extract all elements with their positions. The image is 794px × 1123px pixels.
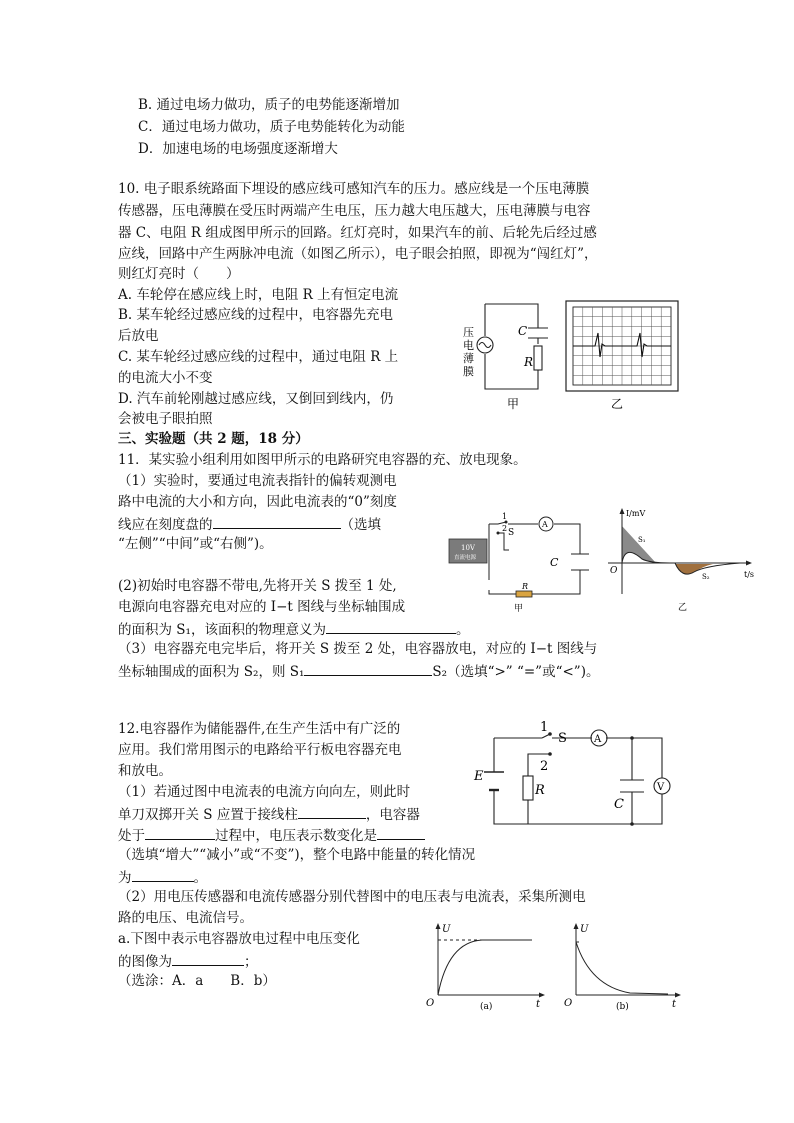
q10-source-label-2: 电 <box>463 339 474 352</box>
q12-stem-1: 12.电容器作为储能器件,在生产生活中有广泛的 <box>118 721 401 737</box>
q12-p1-text-d: 过程中，电压表示数变化是 <box>215 828 377 844</box>
q12-graph-a <box>420 920 550 1010</box>
q11-p1-line3 <box>118 515 381 534</box>
q12-switch-label: S <box>558 731 567 746</box>
q10-figure-yi-label: 乙 <box>611 397 624 411</box>
q10-option-c-1[interactable]: C. 某车轮经过感应线的过程中，通过电阻 R 上 <box>118 349 399 365</box>
q12-ammeter-label: A <box>594 734 602 745</box>
q12-p1-text-c: 处于 <box>118 828 145 844</box>
q11-it-graph <box>600 506 760 612</box>
q12-p1-line1: （1）若通过图中电流表的电流方向向左，则此时 <box>118 784 411 800</box>
q10-capacitor-label: C <box>518 324 528 338</box>
q12-circuit-figure <box>472 716 684 832</box>
q12-answer-blank-1[interactable] <box>298 805 366 819</box>
q11-p3-choice: S₂（选填“>” “=”或“<”)。 <box>432 664 600 680</box>
q12-p1-text-e: 为 <box>118 870 132 886</box>
q10-option-d-1[interactable]: D. 汽车前轮刚越过感应线，又倒回到线内，仍 <box>118 391 394 407</box>
q12-stem-3: 和放电。 <box>118 763 172 779</box>
q11-switch-pos-1: 1 <box>502 512 508 521</box>
q12-graph-b-caption: (b) <box>616 1002 629 1012</box>
q12-p1-text-a: 单刀双掷开关 S 应置于接线柱 <box>118 807 298 823</box>
q11-graph-ylabel: I/mV <box>626 509 646 518</box>
q11-p1-text: 线应在刻度盘的 <box>118 517 213 533</box>
q11-capacitor-label: C <box>550 556 559 569</box>
q10-option-c-2[interactable]: 的电流大小不变 <box>118 370 213 386</box>
q10-stem-4: 应线，回路中产生两脉冲电流（如图乙所示），电子眼会拍照，即视为“闯红灯”， <box>118 246 598 262</box>
q12-p1-line4: （选填“增大”“减小”或“不变”)，整个电路中能量的转化情况 <box>118 847 476 863</box>
q10-stem-3: 器 C、电阻 R 组成图甲所示的回路。红灯亮时，如果汽车的前、后轮先后经过感 <box>118 225 597 241</box>
q11-circuit-figure <box>446 508 586 616</box>
q11-graph-s1-label: S₁ <box>638 536 646 544</box>
q11-p1-line2: 路中电流的大小和方向，因此电流表的“0”刻度 <box>118 494 397 510</box>
q12-p2-line2: 路的电压、电流信号。 <box>118 910 253 926</box>
q10-resistor-label: R <box>524 355 534 369</box>
q12-p1-line2 <box>118 805 420 824</box>
q10-stem-1: 10. 电子眼系统路面下埋设的感应线可感知汽车的压力。感应线是一个压电薄膜 <box>118 181 590 197</box>
q11-p3-text: 坐标轴围成的面积为 S₂，则 S₁ <box>118 664 305 680</box>
q10-stem-5: 则红灯亮时（ ） <box>118 266 240 282</box>
q12-voltmeter-label: V <box>657 782 665 793</box>
q12-p1-line5 <box>118 868 207 887</box>
q12-graph-a-xlabel: t <box>536 999 541 1010</box>
q11-p3-line1: （3）电容器充电完毕后，将开关 S 拨至 2 处，电容器放电，对应的 I−t 图线与 <box>118 641 598 657</box>
q10-source-label-4: 膜 <box>463 365 474 378</box>
q10-option-b-2[interactable]: 后放电 <box>118 328 159 344</box>
q12-answer-blank-2[interactable] <box>145 826 215 840</box>
q12-source-label: E <box>474 769 484 784</box>
section-3-heading: 三、实验题（共 2 题，18 分） <box>118 431 309 447</box>
q12-pa-options[interactable]: （选涂：A．a B．b） <box>118 973 276 989</box>
q11-p2-text: 的面积为 S₁，该面积的物理意义为 <box>118 622 326 638</box>
q12-graph-a-ylabel: U <box>442 924 451 935</box>
q11-figure-jia-label: 甲 <box>514 604 524 614</box>
q10-stem-2: 传感器，压电薄膜在受压时两端产生电压，压力越大电压越大，压电薄膜与电容 <box>118 203 591 219</box>
q12-pa-line2 <box>118 952 258 971</box>
q12-graph-b-ylabel: U <box>580 924 589 935</box>
q10-circuit-figure <box>460 296 560 411</box>
q10-option-b-1[interactable]: B. 某车轮经过感应线的过程中，电容器先充电 <box>118 307 394 323</box>
q11-p1-line1: （1）实验时，要通过电流表指针的偏转观测电 <box>118 473 397 489</box>
q11-p2-end: 。 <box>455 622 470 638</box>
q11-battery-label: 直流电源 <box>454 555 477 561</box>
q12-graph-b-origin: O <box>564 998 573 1009</box>
q12-pa-text: 的图像为 <box>118 954 172 970</box>
q11-answer-blank-1[interactable] <box>213 515 341 529</box>
q12-answer-blank-3[interactable] <box>377 826 425 840</box>
q12-graph-a-caption: (a) <box>480 1002 493 1012</box>
q12-p1-line3 <box>118 826 425 845</box>
q11-battery-voltage: 10V <box>461 544 475 552</box>
q12-switch-pos-1: 1 <box>540 720 549 735</box>
q12-answer-blank-5[interactable] <box>172 952 244 966</box>
q10-oscilloscope-figure <box>565 300 680 412</box>
q11-p3-line2 <box>118 662 599 681</box>
q11-resistor-label: R <box>522 582 529 591</box>
q12-graph-b <box>560 920 685 1010</box>
q11-stem: 11．某实验小组利用如图甲所示的电路研究电容器的充、放电现象。 <box>118 452 527 468</box>
q11-p1-line4: “左侧”“中间”或“右侧”)。 <box>118 536 273 552</box>
q10-option-d-2[interactable]: 会被电子眼拍照 <box>118 411 213 427</box>
q11-switch-pos-2: 2 <box>502 524 508 533</box>
q11-graph-xlabel: t/s <box>744 570 755 579</box>
q9-option-c[interactable]: C．通过电场力做功，质子电势能转化为动能 <box>138 119 405 135</box>
q11-p2-line3 <box>118 620 469 639</box>
q12-p2-line1: （2）用电压传感器和电流传感器分别代替图中的电压表与电流表，采集所测电 <box>118 889 586 905</box>
q11-switch-label: S <box>508 528 515 538</box>
q11-ammeter-label: A <box>542 520 548 529</box>
q11-graph-s2-label: S₂ <box>702 573 710 581</box>
q11-figure-yi-label: 乙 <box>678 603 688 613</box>
q12-pa-end: ； <box>244 954 258 970</box>
q9-option-b[interactable]: B. 通过电场力做功，质子的电势能逐渐增加 <box>138 97 400 113</box>
q12-stem-2: 应用。我们常用图示的电路给平行板电容器充电 <box>118 742 402 758</box>
q11-answer-blank-2[interactable] <box>326 620 456 634</box>
q10-option-a[interactable]: A. 车轮停在感应线上时，电阻 R 上有恒定电流 <box>118 287 399 303</box>
q12-graph-a-origin: O <box>426 998 435 1009</box>
q12-answer-blank-4[interactable] <box>132 868 194 882</box>
q11-graph-origin: O <box>610 566 618 576</box>
q11-answer-blank-3[interactable] <box>304 662 432 676</box>
q11-p2-line1: (2)初始时电容器不带电,先将开关 S 拨至 1 处, <box>118 578 397 594</box>
q12-switch-pos-2: 2 <box>540 759 549 774</box>
q12-pa-line1: a.下图中表示电容器放电过程中电压变化 <box>118 931 360 947</box>
q10-figure-jia-label: 甲 <box>507 397 520 411</box>
q10-source-label-3: 薄 <box>463 352 474 365</box>
q12-resistor-label: R <box>535 783 545 798</box>
q11-p2-line2: 电源向电容器充电对应的 I−t 图线与坐标轴围成 <box>118 599 406 615</box>
q9-option-d[interactable]: D．加速电场的电场强度逐渐增大 <box>138 141 338 157</box>
q11-p1-choice: （选填 <box>340 517 381 533</box>
q12-capacitor-label: C <box>614 797 624 812</box>
q10-source-label-1: 压 <box>463 326 474 339</box>
q12-graph-b-xlabel: t <box>672 999 677 1010</box>
q12-p1-text-f: 。 <box>193 870 207 886</box>
q12-p1-text-b: ，电容器 <box>365 807 420 823</box>
